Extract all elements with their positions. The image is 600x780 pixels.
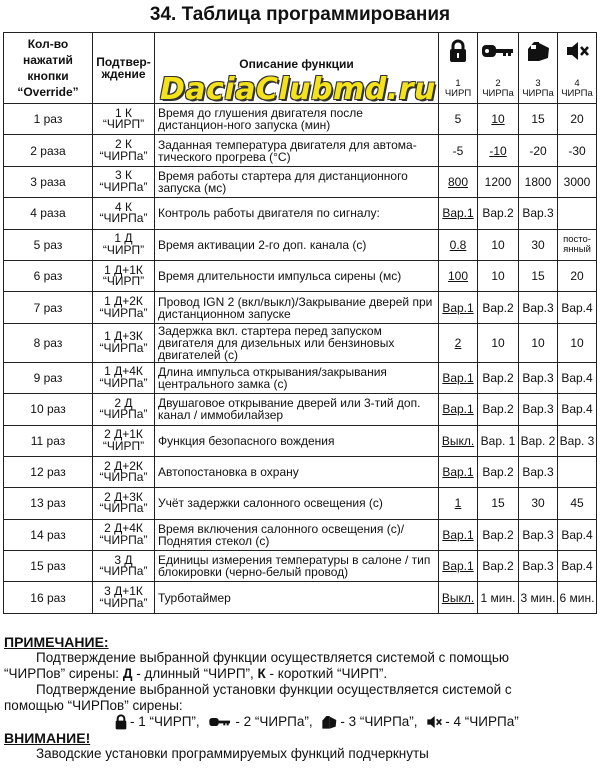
press-count-cell: 1 раз — [4, 104, 93, 135]
confirm-column-header: Подтвер- ждение — [93, 33, 155, 104]
setting-value-1-cell: Выкл. — [439, 582, 478, 613]
table-row — [4, 166, 597, 197]
setting-value-4-cell: 3000 — [558, 166, 597, 197]
setting-value-4-cell: 20 — [558, 260, 597, 291]
function-description-cell: Функция безопасного вождения — [155, 425, 439, 456]
press-count-cell: 13 раз — [4, 488, 93, 519]
function-description-cell: Время активации 2-го доп. канала (с) — [155, 229, 439, 260]
setting-value-3-cell: 3 мин. — [519, 582, 558, 613]
setting-value-2-cell: Вар.2 — [478, 198, 519, 229]
function-description-cell: Время длительности импульса сирены (мс) — [155, 260, 439, 291]
press-count-cell: 5 раз — [4, 229, 93, 260]
function-description-cell: Заданная температура двигателя для автома-тического прогрева (°С) — [155, 135, 439, 166]
confirmation-cell: 1 Д “ЧИРП” — [93, 229, 155, 260]
warning-heading: ВНИМАНИЕ! — [4, 730, 91, 746]
setting-value-2-cell: -10 — [478, 135, 519, 166]
watermark-logo: DaciaClubmd.ru — [160, 72, 436, 107]
setting-value-4-cell: -30 — [558, 135, 597, 166]
press-count-cell: 14 раз — [4, 519, 93, 550]
setting-value-1-cell: Вар.1 — [439, 292, 478, 323]
chirp-3-column-header: 3 ЧИРПа — [519, 33, 558, 104]
setting-value-1-cell: 5 — [439, 104, 478, 135]
press-count-cell: 2 раза — [4, 135, 93, 166]
confirmation-cell: 1 Д+3К “ЧИРПа” — [93, 323, 155, 362]
setting-value-4-cell: Вар. 3 — [558, 425, 597, 456]
setting-value-2-cell: Вар.2 — [478, 551, 519, 582]
function-description-cell: Длина импульса открывания/закрывания центрального замка (с) — [155, 362, 439, 393]
table-row — [4, 456, 597, 487]
setting-value-3-cell: Вар.3 — [519, 292, 558, 323]
setting-value-2-cell: Вар.2 — [478, 456, 519, 487]
setting-value-3-cell: 1800 — [519, 166, 558, 197]
setting-value-4-cell — [558, 198, 597, 229]
setting-value-1-cell: Вар.1 — [439, 198, 478, 229]
press-count-cell: 16 раз — [4, 582, 93, 613]
legend-text-3: - 3 “ЧИРПа”, — [340, 714, 418, 729]
setting-value-2-cell: Вар.2 — [478, 519, 519, 550]
page-title: 34. Таблица программирования — [149, 4, 451, 25]
chirp-4-column-header: 4 ЧИРПа — [558, 33, 597, 104]
confirmation-cell: 4 К “ЧИРПа” — [93, 198, 155, 229]
setting-value-1-cell: Вар.1 — [439, 456, 478, 487]
confirmation-cell: 3 Д “ЧИРПа” — [93, 551, 155, 582]
press-count-cell: 10 раз — [4, 394, 93, 425]
note-paragraph-1-line-1: Подтверждение выбранной функции осуществляется системой с помощью — [36, 650, 510, 665]
press-count-cell: 11 раз — [4, 425, 93, 456]
setting-value-4-cell — [558, 456, 597, 487]
confirmation-cell: 1 К “ЧИРП” — [93, 104, 155, 135]
setting-value-4-cell: Вар.4 — [558, 362, 597, 393]
setting-value-1-cell: 2 — [439, 323, 478, 362]
press-count-cell: 9 раз — [4, 362, 93, 393]
setting-value-1-cell: Вар.1 — [439, 551, 478, 582]
setting-value-2-cell: 1 мин. — [478, 582, 519, 613]
setting-value-2-cell: 1200 — [478, 166, 519, 197]
function-description-cell: Время до глушения двигателя после дистанцион-ного запуска (мин) — [155, 104, 439, 135]
confirmation-cell: 1 Д+4К “ЧИРПа” — [93, 362, 155, 393]
note-paragraph-1-line-2: “ЧИРПов” сирены: Д - длинный “ЧИРП”, К - короткий “ЧИРП”. — [4, 666, 388, 681]
confirmation-cell: 3 К “ЧИРПа” — [93, 166, 155, 197]
notes-section — [4, 634, 598, 762]
setting-value-3-cell: Вар.3 — [519, 198, 558, 229]
setting-value-1-cell: Вар.1 — [439, 519, 478, 550]
function-description-cell: Время работы стартера для дистанционного запуска (мс) — [155, 166, 439, 197]
setting-value-4-cell: Вар.4 — [558, 551, 597, 582]
speaker-mute-icon — [425, 714, 443, 730]
setting-value-2-cell: 10 — [478, 323, 519, 362]
car-door-icon — [525, 39, 551, 63]
confirmation-cell: 2 К “ЧИРПа” — [93, 135, 155, 166]
setting-value-1-cell: Вар.1 — [439, 362, 478, 393]
note-paragraph-2-line-1: Подтверждение выбранной установки функции осуществляется системой с — [36, 682, 512, 697]
chirp-1-column-header: 1 ЧИРП — [439, 33, 478, 104]
table-row — [4, 425, 597, 456]
confirmation-cell: 2 Д+2К “ЧИРПа” — [93, 456, 155, 487]
press-count-cell: 3 раза — [4, 166, 93, 197]
note-paragraph-2-line-2: помощью “ЧИРПов” сирены: — [4, 698, 183, 713]
table-row — [4, 488, 597, 519]
setting-value-3-cell: 15 — [519, 260, 558, 291]
setting-value-1-cell: Выкл. — [439, 425, 478, 456]
press-count-cell: 8 раз — [4, 323, 93, 362]
table-row — [4, 104, 597, 135]
setting-value-3-cell: Вар.3 — [519, 519, 558, 550]
key-icon — [481, 39, 515, 63]
setting-value-3-cell: 30 — [519, 229, 558, 260]
confirmation-cell: 2 Д “ЧИРПа” — [93, 394, 155, 425]
setting-value-3-cell: 15 — [519, 104, 558, 135]
setting-value-2-cell: Вар. 1 — [478, 425, 519, 456]
setting-value-3-cell: Вар.3 — [519, 551, 558, 582]
note-heading: ПРИМЕЧАНИЕ: — [4, 634, 109, 650]
setting-value-1-cell: Вар.1 — [439, 394, 478, 425]
setting-value-3-cell: Вар.3 — [519, 394, 558, 425]
setting-value-1-cell: -5 — [439, 135, 478, 166]
function-description-cell: Учёт задержки салонного освещения (с) — [155, 488, 439, 519]
setting-value-4-cell: 10 — [558, 323, 597, 362]
description-column-header: Описание функции — [155, 33, 439, 104]
function-description-cell: Двушаговое открывание дверей или 3-тий доп. канал / иммобилайзер — [155, 394, 439, 425]
setting-value-1-cell: 0.8 — [439, 229, 478, 260]
press-count-cell: 7 раз — [4, 292, 93, 323]
press-count-cell: 6 раз — [4, 260, 93, 291]
setting-value-4-cell: посто-янный — [558, 229, 597, 260]
table-row — [4, 323, 597, 362]
setting-value-2-cell: 10 — [478, 260, 519, 291]
press-count-cell: 15 раз — [4, 551, 93, 582]
setting-value-2-cell: Вар.2 — [478, 362, 519, 393]
setting-value-4-cell: Вар.4 — [558, 519, 597, 550]
setting-value-1-cell: 100 — [439, 260, 478, 291]
table-row — [4, 551, 597, 582]
setting-value-3-cell: -20 — [519, 135, 558, 166]
confirmation-cell: 2 Д+1К “ЧИРП” — [93, 425, 155, 456]
function-description-cell: Контроль работы двигателя по сигналу: — [155, 198, 439, 229]
setting-value-3-cell: Вар. 2 — [519, 425, 558, 456]
table-row — [4, 582, 597, 613]
table-row — [4, 260, 597, 291]
table-row — [4, 229, 597, 260]
function-description-cell: Задержка вкл. стартера перед запуском двигателя для дизельных или бензиновых двигателей (с) — [155, 323, 439, 362]
setting-value-3-cell: Вар.3 — [519, 456, 558, 487]
function-description-cell: Автопостановка в охрану — [155, 456, 439, 487]
programming-table — [3, 32, 597, 614]
setting-value-4-cell: 45 — [558, 488, 597, 519]
setting-value-2-cell: 15 — [478, 488, 519, 519]
setting-value-1-cell: 1 — [439, 488, 478, 519]
confirmation-cell: 2 Д+3К “ЧИРПа” — [93, 488, 155, 519]
legend-text-2: - 2 “ЧИРПа”, — [235, 714, 313, 729]
setting-value-4-cell: Вар.4 — [558, 394, 597, 425]
function-description-cell: Турботаймер — [155, 582, 439, 613]
setting-value-4-cell: 20 — [558, 104, 597, 135]
speaker-mute-icon — [564, 39, 590, 63]
lock-icon — [114, 714, 128, 730]
table-row — [4, 519, 597, 550]
table-row — [4, 292, 597, 323]
key-icon — [207, 714, 233, 730]
legend-text-1: - 1 “ЧИРП”, — [130, 714, 200, 729]
table-row — [4, 135, 597, 166]
confirmation-cell: 2 Д+4К “ЧИРПа” — [93, 519, 155, 550]
press-count-cell: 4 раза — [4, 198, 93, 229]
setting-value-2-cell: 10 — [478, 229, 519, 260]
setting-value-2-cell: 10 — [478, 104, 519, 135]
setting-value-4-cell: Вар.4 — [558, 292, 597, 323]
setting-value-3-cell: 30 — [519, 488, 558, 519]
setting-value-4-cell: 6 мин. — [558, 582, 597, 613]
press-count-cell: 12 раз — [4, 456, 93, 487]
legend-text-4: - 4 “ЧИРПа” — [445, 714, 519, 729]
setting-value-3-cell: Вар.3 — [519, 362, 558, 393]
confirmation-cell: 3 Д+1К “ЧИРПа” — [93, 582, 155, 613]
chirp-legend — [4, 714, 598, 730]
setting-value-1-cell: 800 — [439, 166, 478, 197]
table-row — [4, 198, 597, 229]
function-description-cell: Время включения салонного освещения (с)/ Поднятия стекол (с) — [155, 519, 439, 550]
count-column-header: Кол-во нажатий кнопки “Override” — [4, 33, 93, 104]
table-row — [4, 362, 597, 393]
lock-icon — [448, 39, 468, 63]
warning-text: Заводские установки программируемых функций подчеркнуты — [36, 746, 429, 761]
setting-value-3-cell: 10 — [519, 323, 558, 362]
function-description-cell: Провод IGN 2 (вкл/выкл)/Закрывание дверей при дистанционном запуске — [155, 292, 439, 323]
table-row — [4, 394, 597, 425]
function-description-cell: Единицы измерения температуры в салоне / тип блокировки (черно-белый провод) — [155, 551, 439, 582]
setting-value-2-cell: Вар.2 — [478, 292, 519, 323]
confirmation-cell: 1 Д+1К “ЧИРП” — [93, 260, 155, 291]
chirp-2-column-header: 2 ЧИРПа — [478, 33, 519, 104]
confirmation-cell: 1 Д+2К “ЧИРПа” — [93, 292, 155, 323]
setting-value-2-cell: Вар.2 — [478, 394, 519, 425]
car-door-icon — [320, 714, 338, 730]
